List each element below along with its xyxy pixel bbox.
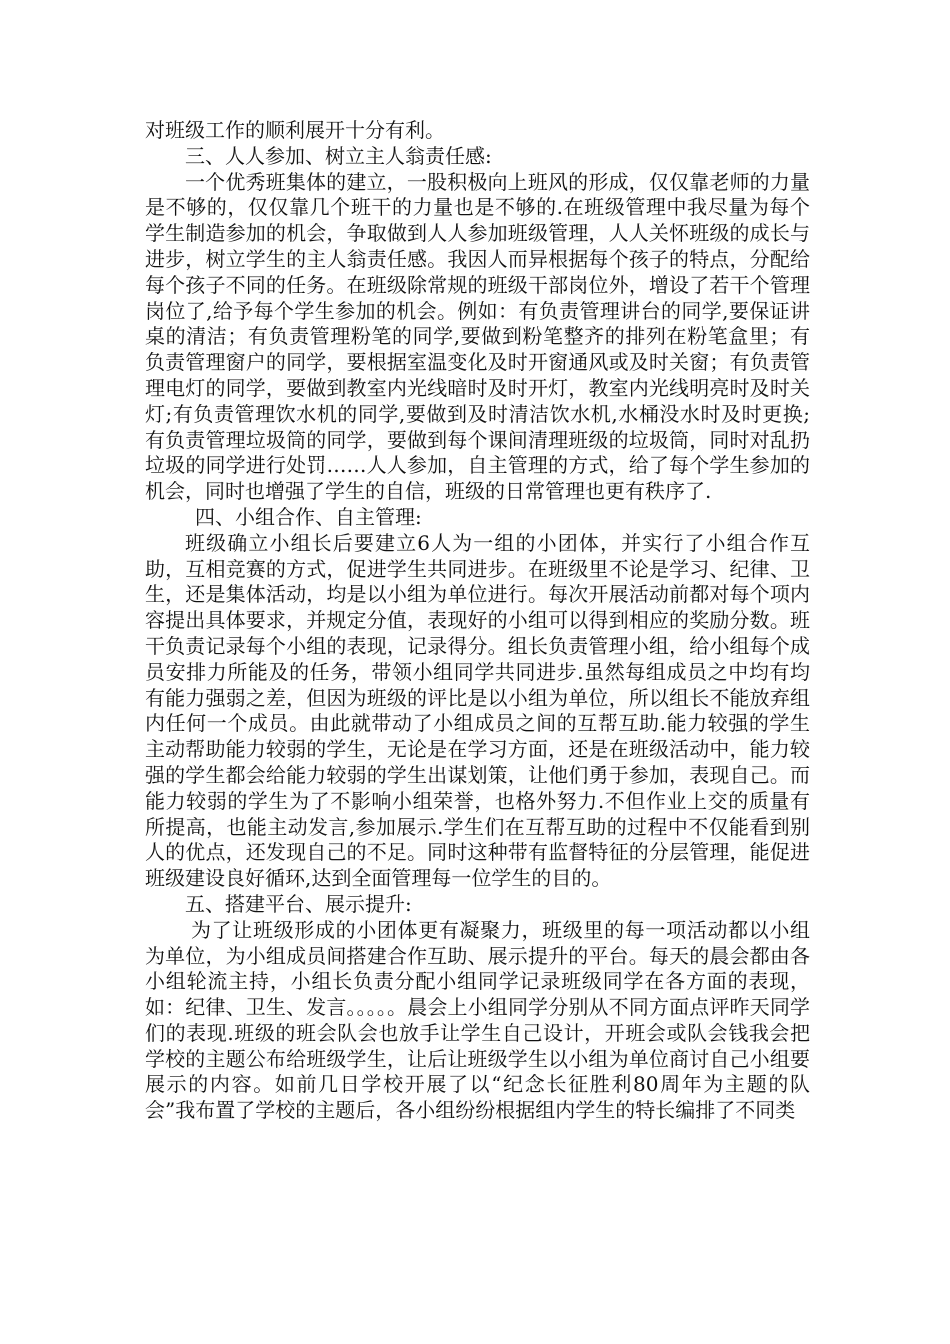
document-body bbox=[145, 118, 810, 1124]
section-3-paragraph: 一个优秀班集体的建立，一股积极向上班风的形成，仅仅靠老师的力量是不够的，仅仅靠几个班干的力量也是不够的.在班级管理中我尽量为每个学生制造参加的机会，争取做到人人参加班级管理，人人关怀班级的成长与进步，树立学生的主人翁责任感。我因人而异根据每个孩子的特点，分配给每个孩子不同的任务。在班级除常规的班级干部岗位外，增设了若干个管理岗位了,给予每个学生参加的机会。例如：有负责管理讲台的同学,要保证讲桌的清洁；有负责管理粉笔的同学,要做到粉笔整齐的排列在粉笔盒里；有负责管理窗户的同学，要根据室温变化及时开窗通风或及时关窗；有负责管理电灯的同学，要做到教室内光线暗时及时开灯，教室内光线明亮时及时关灯;有负责管理饮水机的同学,要做到及时清洁饮水机,水桶没水时及时更换;有负责管理垃圾筒的同学，要做到每个课间清理班级的垃圾筒，同时对乱扔垃圾的同学进行处罚……人人参加，自主管理的方式，给了每个学生参加的机会，同时也增强了学生的自信，班级的日常管理也更有秩序了. bbox=[145, 169, 810, 504]
section-3-heading: 三、人人参加、树立主人翁责任感: bbox=[185, 143, 492, 168]
opening-line: 对班级工作的顺利展开十分有利。 bbox=[145, 118, 445, 142]
section-5-heading: 五、搭建平台、展示提升: bbox=[185, 891, 412, 916]
section-4-heading: 四、小组合作、自主管理: bbox=[195, 504, 422, 529]
section-5-paragraph: 为了让班级形成的小团体更有凝聚力，班级里的每一项活动都以小组为单位，为小组成员间搭建合作互助、展示提升的平台。每天的晨会都由各小组轮流主持，小组长负责分配小组同学记录班级同学在各方面的表现，如：纪律、卫生、发言。。。。。晨会上小组同学分别从不同方面点评昨天同学们的表现.班级的班会队会也放手让学生自己设计，开班会或队会钱我会把学校的主题公布给班级学生，让后让班级学生以小组为单位商讨自己小组要展示的内容。如前几日学校开展了以“纪念长征胜利80周年为主题的队会”我布置了学校的主题后，各小组纷纷根据组内学生的特长编排了不同类 bbox=[145, 917, 810, 1123]
section-4-paragraph: 班级确立小组长后要建立6人为一组的小团体，并实行了小组合作互助，互相竞赛的方式，促进学生共同进步。在班级里不论是学习、纪律、卫生，还是集体活动，均是以小组为单位进行。每次开展活动前都对每个项内容提出具体要求，并规定分值，表现好的小组可以得到相应的奖励分数。班干负责记录每个小组的表现，记录得分。组长负责管理小组，给小组每个成员安排力所能及的任务，带领小组同学共同进步.虽然每组成员之中均有均有能力强弱之差，但因为班级的评比是以小组为单位，所以组长不能放弃组内任何一个成员。由此就带动了小组成员之间的互帮互助.能力较强的学生主动帮助能力较弱的学生，无论是在学习方面，还是在班级活动中，能力较强的学生都会给能力较弱的学生出谋划策，让他们勇于参加，表现自己。而能力较弱的学生为了不影响小组荣誉，也格外努力.不但作业上交的质量有所提高，也能主动发言,参加展示.学生们在互帮互助的过程中不仅能看到别人的优点，还发现自己的不足。同时这种带有监督特征的分层管理，能促进班级建设良好循环,达到全面管理每一位学生的目的。 bbox=[145, 530, 810, 891]
